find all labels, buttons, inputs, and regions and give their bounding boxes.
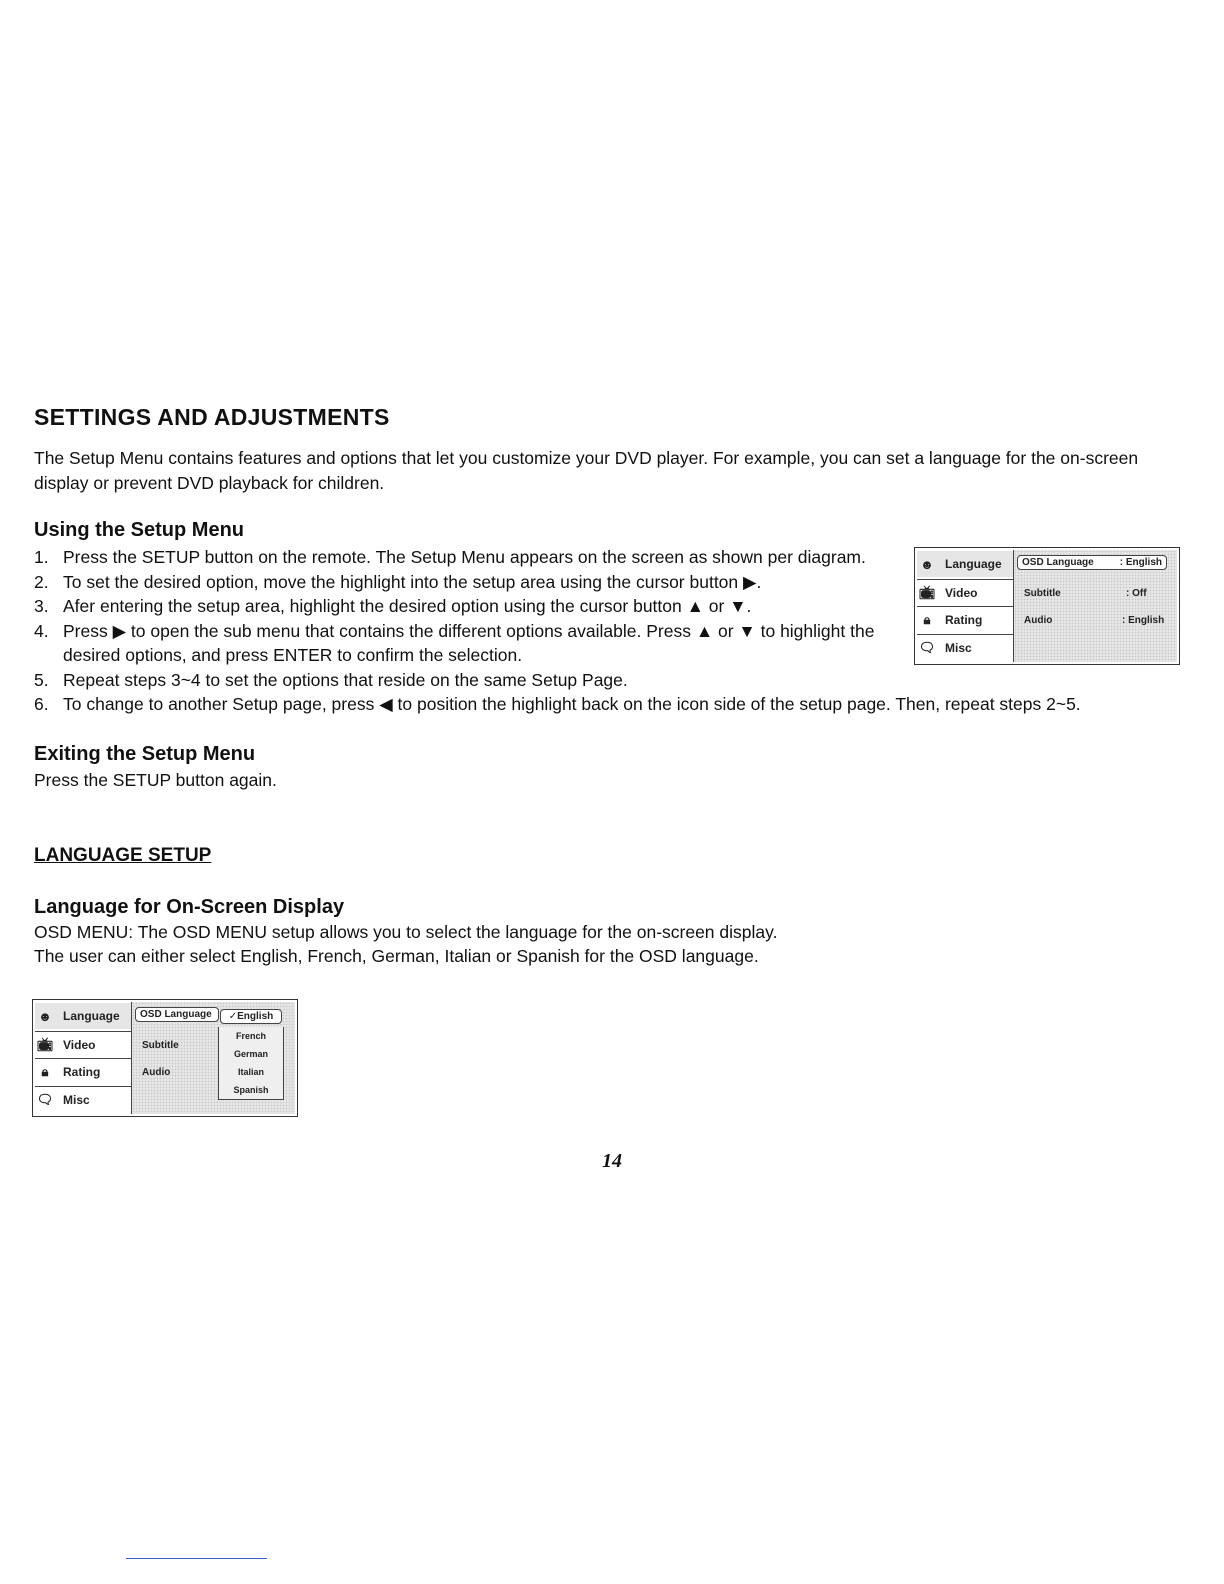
list-item: Italian (237, 1067, 264, 1077)
intro-paragraph: The Setup Menu contains features and options that let you customize your DVD player. For example, you can set a language for the on-screen display or prevent DVD playback for children. (34, 448, 1139, 493)
subtitle-value: : Off (1126, 588, 1147, 599)
tab-video: 📺︎ Video (917, 579, 1013, 606)
audio-label: Audio (142, 1067, 171, 1078)
tab-language: ☻ Language (35, 1003, 131, 1029)
smiley-icon: ☻ (920, 556, 934, 572)
list-item: 1. Press the SETUP button on the remote. The Setup Menu appears on the screen as shown per diagram. (34, 547, 866, 567)
exiting-text: Press the SETUP button again. (34, 770, 277, 790)
lock-icon: 🔒︎ (923, 612, 931, 627)
list-item: 3. Afer entering the setup area, highlight the desired option using the cursor button ▲ or ▼. (34, 596, 752, 616)
language-setup-heading: LANGUAGE SETUP (34, 845, 212, 866)
list-item: German (233, 1049, 268, 1059)
osd-language-row: OSD Language : English (1017, 555, 1167, 570)
speech-bubble-icon: 🗨︎ (918, 640, 936, 655)
osd-language-heading: Language for On-Screen Display (34, 896, 345, 918)
tab-language: ☻ Language (917, 551, 1013, 577)
osd-line-1: OSD MENU: The OSD MENU setup allows you to select the language for the on-screen display. (34, 922, 778, 942)
list-item: 2. To set the desired option, move the highlight into the setup area using the cursor button ▶. (34, 571, 762, 592)
exiting-setup-menu-heading: Exiting the Setup Menu (34, 743, 256, 765)
audio-label: Audio (1024, 615, 1053, 626)
subtitle-label: Subtitle (142, 1040, 179, 1051)
osd-line-2: The user can either select English, French, German, Italian or Spanish for the OSD language. (34, 946, 759, 966)
list-item: 4. Press ▶ to open the sub menu that contains the different options available. Press ▲ or ▼ to highlight the desired options, and press ENTER to confirm the selection. (34, 620, 875, 665)
using-setup-menu-heading: Using the Setup Menu (34, 519, 244, 541)
footer-rule (126, 1558, 267, 1559)
tab-misc: 🗨︎ Misc (35, 1086, 131, 1113)
tv-icon: 📺︎ (918, 585, 936, 600)
smiley-icon: ☻ (38, 1008, 52, 1024)
list-item: French (235, 1031, 266, 1041)
tab-misc: 🗨︎ Misc (917, 634, 1013, 661)
tv-icon: 📺︎ (36, 1037, 54, 1052)
lock-icon: 🔒︎ (41, 1064, 49, 1079)
subtitle-label: Subtitle (1024, 588, 1061, 599)
list-item: Spanish (233, 1085, 269, 1095)
list-item: 5. Repeat steps 3~4 to set the options that reside on the same Setup Page. (34, 669, 628, 690)
selected-language: ✓English (220, 1009, 282, 1024)
language-menu-diagram (32, 999, 298, 1117)
language-dropdown (218, 1027, 284, 1100)
page-title: SETTINGS AND ADJUSTMENTS (34, 404, 390, 430)
list-item: 6. To change to another Setup page, press ◀ to position the highlight back on the icon side of the setup page. Then, repeat steps 2~5. (34, 694, 1081, 714)
tab-video: 📺︎ Video (35, 1031, 131, 1058)
audio-value: : English (1122, 615, 1165, 626)
page-number: 14 (602, 1150, 622, 1172)
osd-language-label: OSD Language (135, 1007, 219, 1022)
setup-menu-diagram (914, 547, 1180, 665)
speech-bubble-icon: 🗨︎ (36, 1092, 54, 1107)
tab-rating: 🔒︎ Rating (35, 1058, 131, 1085)
tab-rating: 🔒︎ Rating (917, 606, 1013, 633)
